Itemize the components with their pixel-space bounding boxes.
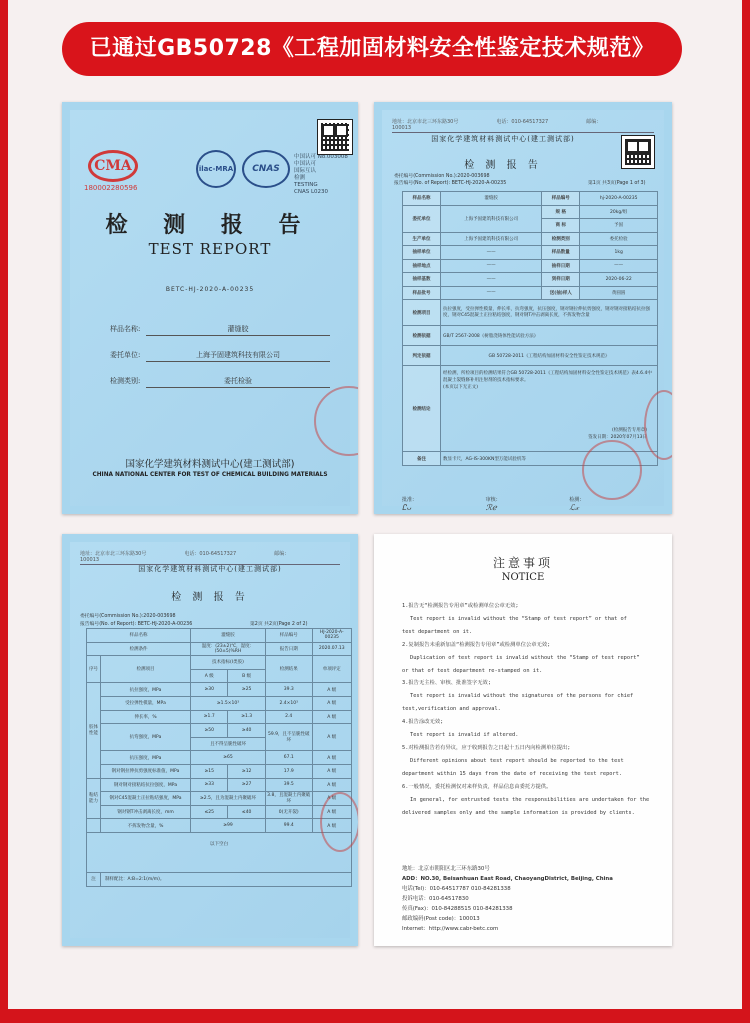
report-header-line: 地址：北京市北三环东路30号 电话：010-64517327 邮编：100013 (392, 118, 654, 133)
cnas-accreditation-text: 中国认可 No.003008 中国认可 国际互认 检测 TESTING CNAS L0230 (294, 154, 348, 195)
cover-report-no: BETC-HJ-2020-A-00235 (165, 286, 255, 293)
cover-org-en: CHINA NATIONAL CENTER FOR TEST OF CHEMICAL BUILDING MATERIALS (92, 472, 328, 478)
cma-logo-icon: CMA (88, 150, 138, 182)
signature-row: 批准：Ꮭᴗ 审核：ℛℯ 检测：ℒ𝓍 (402, 497, 585, 512)
notice-line: 5.对检测报告若有异议，应于收到报告之日起十五日内向检测单位提出; (402, 744, 571, 751)
page-indicator: 第1页 共3页(Page 1 of 3) (588, 181, 646, 186)
edge-seal-stamp (320, 792, 358, 852)
notice-line: test department on it. (402, 628, 473, 635)
cover-row-client: 委托单位: 上海予固建筑科技有限公司 (110, 348, 330, 362)
report-org-head: 国家化学建筑材料测试中心(建工测试部) (138, 565, 282, 573)
cover-row-sample: 样品名称: 灌缝胶 (110, 322, 330, 336)
notice-line: In general, for entrusted tests the responsibilities are undertaken for the (410, 796, 650, 803)
notice-body (402, 600, 654, 819)
cover-row-category: 检测类别: 委托检验 (110, 374, 330, 388)
report-header-line: 地址：北京市北三环东路30号 电话：010-64517327 邮编：100013 (80, 550, 340, 565)
notice-footer: 地址：北京市朝阳区北三环东路30号 ADD：NO.30, Beisanhuan East Road, ChaoyangDistrict, Beijing, China 电话(Tel)：010-64517787 010-84281338 投诉电话：010-64517830 传真(Fax)：010-84288515 010-84281338 邮政编码(Post code)：100013 Internet：http://www.cabr-betc.com (402, 866, 613, 932)
report-no: 报告编号(No. of Report): BETC-HJ-2020-A-00236 (80, 622, 193, 627)
notice-line: Different opinions about test report should be reported to the test (410, 757, 624, 764)
report-detail-card[interactable] (374, 102, 672, 514)
notice-line: Test report is invalid without the “Stamp of test report” or that of (410, 615, 627, 622)
cover-title-cn: 检 测 报 告 (105, 212, 315, 238)
cnas-logo-icon: CNAS (242, 150, 290, 188)
report-title: 检 测 报 告 (464, 160, 542, 171)
notice-line: 1.报告无“检测报告专用章”或检测单位公章无效; (402, 603, 519, 609)
notice-card[interactable] (374, 534, 672, 946)
notice-line: or that of test department re-stamped on it. (402, 667, 543, 674)
red-seal-stamp (314, 386, 358, 456)
cover-title-en: TEST REPORT (148, 240, 272, 258)
report-data-card[interactable] (62, 534, 358, 946)
qr-code-icon (318, 120, 352, 154)
notice-line: Duplication of test report is invalid without the “Stamp of test report” (410, 654, 640, 661)
notice-line: 4.报告涂改无效; (402, 719, 444, 726)
notice-subtitle: NOTICE (501, 572, 545, 583)
notice-line: Test report is invalid if altered. (410, 732, 519, 739)
notice-line: department within 15 days from the date of receiving the test report. (402, 770, 623, 777)
commission-no: 委托编号(Commission No.):2020-003698 (394, 174, 490, 179)
certification-banner: 已通过GB50728《工程加固材料安全性鉴定技术规范》 (62, 22, 682, 76)
notice-line: test,verification and approval. (402, 706, 501, 713)
notice-title: 注意事项 (492, 556, 553, 570)
notice-line: delivered samples only and the sample information is provided by clients. (402, 809, 635, 816)
report-org-head: 国家化学建筑材料测试中心(建工测试部) (431, 135, 575, 143)
report-title: 检 测 报 告 (171, 592, 249, 603)
test-results-table: 样品名称 灌缝胶 样品编号 HJ-2020-A-00235 检测条件 温度：(23±2)℃，湿度：(50±5)%RH 报告日期 2020.07.13 序号 检测项目 技术指标(Ⅰ类胶) 检测结果 单项评定 A 级 B 级 胶体性能 抗拉强度，MPa ≥30 ≥25 39.3 A 级 受拉弹性模量，MPa ≥1.5×10³ 2.4×10³ A 级 伸长率，% ≥1.7 ≥1.3 2.4 A 级 抗弯强度，MPa ≥50 ≥40 59.9，且不呈脆性破坏 A 级 且不得呈脆性破坏 抗压强度，MPa ≥65 67.1 A 级 钢对钢拉伸抗剪强度标准值，MPa ≥15 ≥12 17.9 A 级 粘结能力 钢对钢对接粘结抗拉强度，MPa ≥33 ≥27 39.5 A 级 钢对C45混凝土正拉粘结强度，MPa ≥2.5，且为混凝土内聚破坏 3.8，且混凝土内聚破坏 A 级 钢对钢T冲击剥离长度，mm ≤25 ≤40 0(无开裂) A 级 不挥发物含量，% ≥99 99.4 A 级 以下空白 注 制样配比：A:B=2:1(m/m)。 (86, 628, 352, 887)
qr-code-icon (622, 136, 654, 168)
commission-no: 委托编号(Commission No.):2020-003698 (80, 614, 176, 619)
ilac-logo-icon: ilac-MRA (196, 150, 236, 188)
page-indicator: 第2页 共2页(Page 2 of 2) (250, 622, 308, 627)
notice-line: 2.复制报告未重新加盖“检测报告专用章”或检测单位公章无效; (402, 641, 551, 648)
report-cover-card[interactable] (62, 102, 358, 514)
cover-org-cn: 国家化学建筑材料测试中心(建工测试部) (125, 459, 295, 470)
red-seal-stamp (582, 440, 642, 500)
notice-line: 6.一般情况，委托检测仅对来样负责，样品信息由委托方提供。 (402, 783, 552, 790)
cma-number: 180002280596 (84, 184, 138, 192)
notice-line: Test report is invalid without the signatures of the persons for chief (410, 693, 634, 700)
report-no: 报告编号(No. of Report): BETC-HJ-2020-A-00235 (394, 181, 507, 186)
report-info-table: 样品名称 灌缝胶 样品编号 hj-2020-A-00235 委托单位 上海予固建筑科技有限公司 规 格 20kg/组 商 标 予固 生产单位 上海予固建筑科技有限公司 检测类别 委托检验 抽样单位 —— 样品数量 1kg 抽样地点 —— 抽样日期 —— 抽样基数 —— 到样日期 2020-06-22 样品批号 —— 送(抽)样人 黄圆圆 检测项目 抗拉强度，受拉弹性模量，伸长率，抗弯强度，抗压强度，钢对钢拉伸抗剪强度，钢对钢对接粘结抗拉强度，钢对C45混凝土正拉粘结强度，钢对钢T冲击剥离长度，不挥发物含量 检测依据 GB/T 2567-2008《树脂浇铸体性能试验方法》 判定依据 GB 50728-2011《工程结构加固材料安全性鉴定技术规范》 检测结论 经检测，所检项目的检测结果符合GB 50728-2011《工程结构加固材料安全性鉴定技术规范》表4.6.4中混凝土裂缝修补用注射剂的技术指标要求。 (本页以下无正文) (检测报告专用章) 签发日期：2020年07月13日 备注 数显卡尺，AG-IS-300KN型万能试验机等 (402, 191, 658, 466)
notice-line: 3.报告无主检、审核、批准签字无效; (402, 680, 492, 687)
